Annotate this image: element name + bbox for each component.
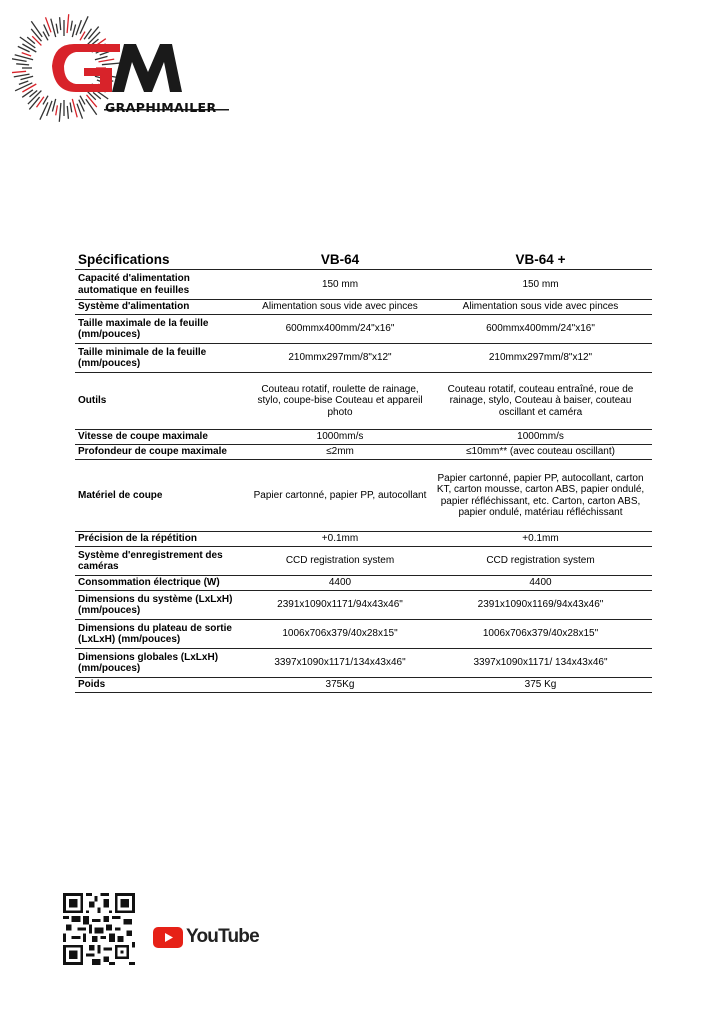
qr-code-icon[interactable] <box>63 893 135 965</box>
vb64-value: CCD registration system <box>251 547 429 576</box>
logo-ray <box>21 76 34 79</box>
logo-ray <box>16 64 29 65</box>
header-specifications: Spécifications <box>75 251 251 270</box>
vb64-value: Couteau rotatif, roulette de rainage, stylo, coupe-bise Couteau et appareil photo <box>251 373 429 430</box>
vb64-value: 3397x1090x1171/134x43x46" <box>251 649 429 678</box>
logo-ray <box>99 59 115 62</box>
vb64-plus-value: 210mmx297mm/8"x12" <box>429 344 652 373</box>
logo-ray <box>70 103 72 113</box>
logo-ray <box>29 97 39 109</box>
vb64-plus-value: 1006x706x379/40x28x15" <box>429 620 652 649</box>
row-label: Outils <box>75 373 251 430</box>
row-label: Poids <box>75 678 251 693</box>
vb64-value: Alimentation sous vide avec pinces <box>251 300 429 315</box>
row-label: Dimensions du système (LxLxH) (mm/pouces) <box>75 591 251 620</box>
logo-ray <box>67 14 69 33</box>
table-header-row <box>75 251 652 270</box>
logo-ray <box>59 103 61 122</box>
row-label: Système d'enregistrement des caméras <box>75 547 251 576</box>
logo-ray <box>51 19 56 37</box>
vb64-plus-value: 375 Kg <box>429 678 652 693</box>
youtube-label: YouTube <box>186 926 259 947</box>
vb64-value: 4400 <box>251 576 429 591</box>
row-label: Dimensions du plateau de sortie (LxLxH) (mm/pouces) <box>75 620 251 649</box>
table-row <box>75 344 652 373</box>
vb64-value: Papier cartonné, papier PP, autocollant <box>251 460 429 532</box>
table-row <box>75 300 652 315</box>
logo-ray <box>22 84 36 92</box>
table-row <box>75 620 652 649</box>
vb64-plus-value: 2391x1090x1169/94x43x46" <box>429 591 652 620</box>
specifications-table <box>75 251 652 693</box>
table-row <box>75 532 652 547</box>
graphimailer-logo <box>12 10 232 122</box>
logo-ray <box>12 71 26 73</box>
header-vb64: VB-64 <box>251 251 429 270</box>
header-vb64-plus: VB-64 + <box>429 251 652 270</box>
row-label: Taille maximale de la feuille (mm/pouces) <box>75 315 251 344</box>
vb64-value: 150 mm <box>251 270 429 300</box>
logo-ray <box>22 53 31 56</box>
vb64-value: +0.1mm <box>251 532 429 547</box>
logo-ray <box>72 25 75 38</box>
logo-ray <box>22 44 36 52</box>
vb64-plus-value: 1000mm/s <box>429 430 652 445</box>
row-label: Taille minimale de la feuille (mm/pouces) <box>75 344 251 373</box>
vb64-plus-value: CCD registration system <box>429 547 652 576</box>
table-row <box>75 649 652 678</box>
row-label: Profondeur de coupe maximale <box>75 445 251 460</box>
vb64-plus-value: 4400 <box>429 576 652 591</box>
row-label: Système d'alimentation <box>75 300 251 315</box>
vb64-value: ≤2mm <box>251 445 429 460</box>
logo-ray <box>31 29 41 41</box>
vb64-value: 1000mm/s <box>251 430 429 445</box>
logo-ray <box>84 29 91 40</box>
table-row <box>75 591 652 620</box>
row-label: Capacité d'alimentation automatique en feuilles <box>75 270 251 300</box>
vb64-plus-value: 600mmx400mm/24"x16" <box>429 315 652 344</box>
vb64-value: 375Kg <box>251 678 429 693</box>
table-row <box>75 547 652 576</box>
logo-ray <box>32 36 41 45</box>
logo-ray <box>67 106 68 119</box>
logo-ray <box>87 95 97 107</box>
table-row <box>75 430 652 445</box>
logo-ray <box>56 105 58 115</box>
logo-ray <box>19 81 28 84</box>
vb64-plus-value: +0.1mm <box>429 532 652 547</box>
logo-ray <box>100 52 109 55</box>
vb64-value: 600mmx400mm/24"x16" <box>251 315 429 344</box>
vb64-plus-value: Papier cartonné, papier PP, autocollant, carton KT, carton mousse, carton ABS, papier ondulé, papier réfléchissant, etc. Carton, carton ABS, papier ondulé, matériau réfléchissant <box>429 460 652 532</box>
vb64-value: 2391x1090x1171/94x43x46" <box>251 591 429 620</box>
row-label: Vitesse de coupe maximale <box>75 430 251 445</box>
table-row <box>75 373 652 430</box>
logo-ray <box>71 21 73 31</box>
logo-ray <box>56 24 58 34</box>
row-label: Dimensions globales (LxLxH) (mm/pouces) <box>75 649 251 678</box>
row-label: Consommation électrique (W) <box>75 576 251 591</box>
vb64-plus-value: 150 mm <box>429 270 652 300</box>
logo-ray <box>37 97 44 108</box>
vb64-plus-value: 3397x1090x1171/ 134x43x46" <box>429 649 652 678</box>
vb64-plus-value: ≤10mm** (avec couteau oscillant) <box>429 445 652 460</box>
youtube-link[interactable] <box>153 924 259 950</box>
logo-ray <box>52 99 55 112</box>
vb64-plus-value: Couteau rotatif, couteau entraîné, roue de rainage, stylo, Couteau à baiser, couteau oscillant et caméra <box>429 373 652 430</box>
table-row <box>75 270 652 300</box>
logo-ray <box>80 16 88 33</box>
vb64-value: 210mmx297mm/8"x12" <box>251 344 429 373</box>
table-row <box>75 315 652 344</box>
logo-ray <box>88 27 98 39</box>
logo-ray <box>12 59 27 62</box>
table-row <box>75 460 652 532</box>
logo-ray <box>102 63 121 65</box>
logo-ray <box>72 99 77 117</box>
vb64-value: 1006x706x379/40x28x15" <box>251 620 429 649</box>
youtube-icon <box>153 927 183 948</box>
logo-ray <box>95 56 108 59</box>
logo-ray <box>60 17 61 30</box>
row-label: Matériel de coupe <box>75 460 251 532</box>
logo-ray <box>40 102 48 119</box>
table-row <box>75 678 652 693</box>
vb64-plus-value: Alimentation sous vide avec pinces <box>429 300 652 315</box>
brand-name: GRAPHIMAILER <box>105 100 217 115</box>
table-row <box>75 576 652 591</box>
logo-ray <box>14 74 30 77</box>
table-row <box>75 445 652 460</box>
row-label: Précision de la répétition <box>75 532 251 547</box>
logo-ray <box>15 83 32 91</box>
